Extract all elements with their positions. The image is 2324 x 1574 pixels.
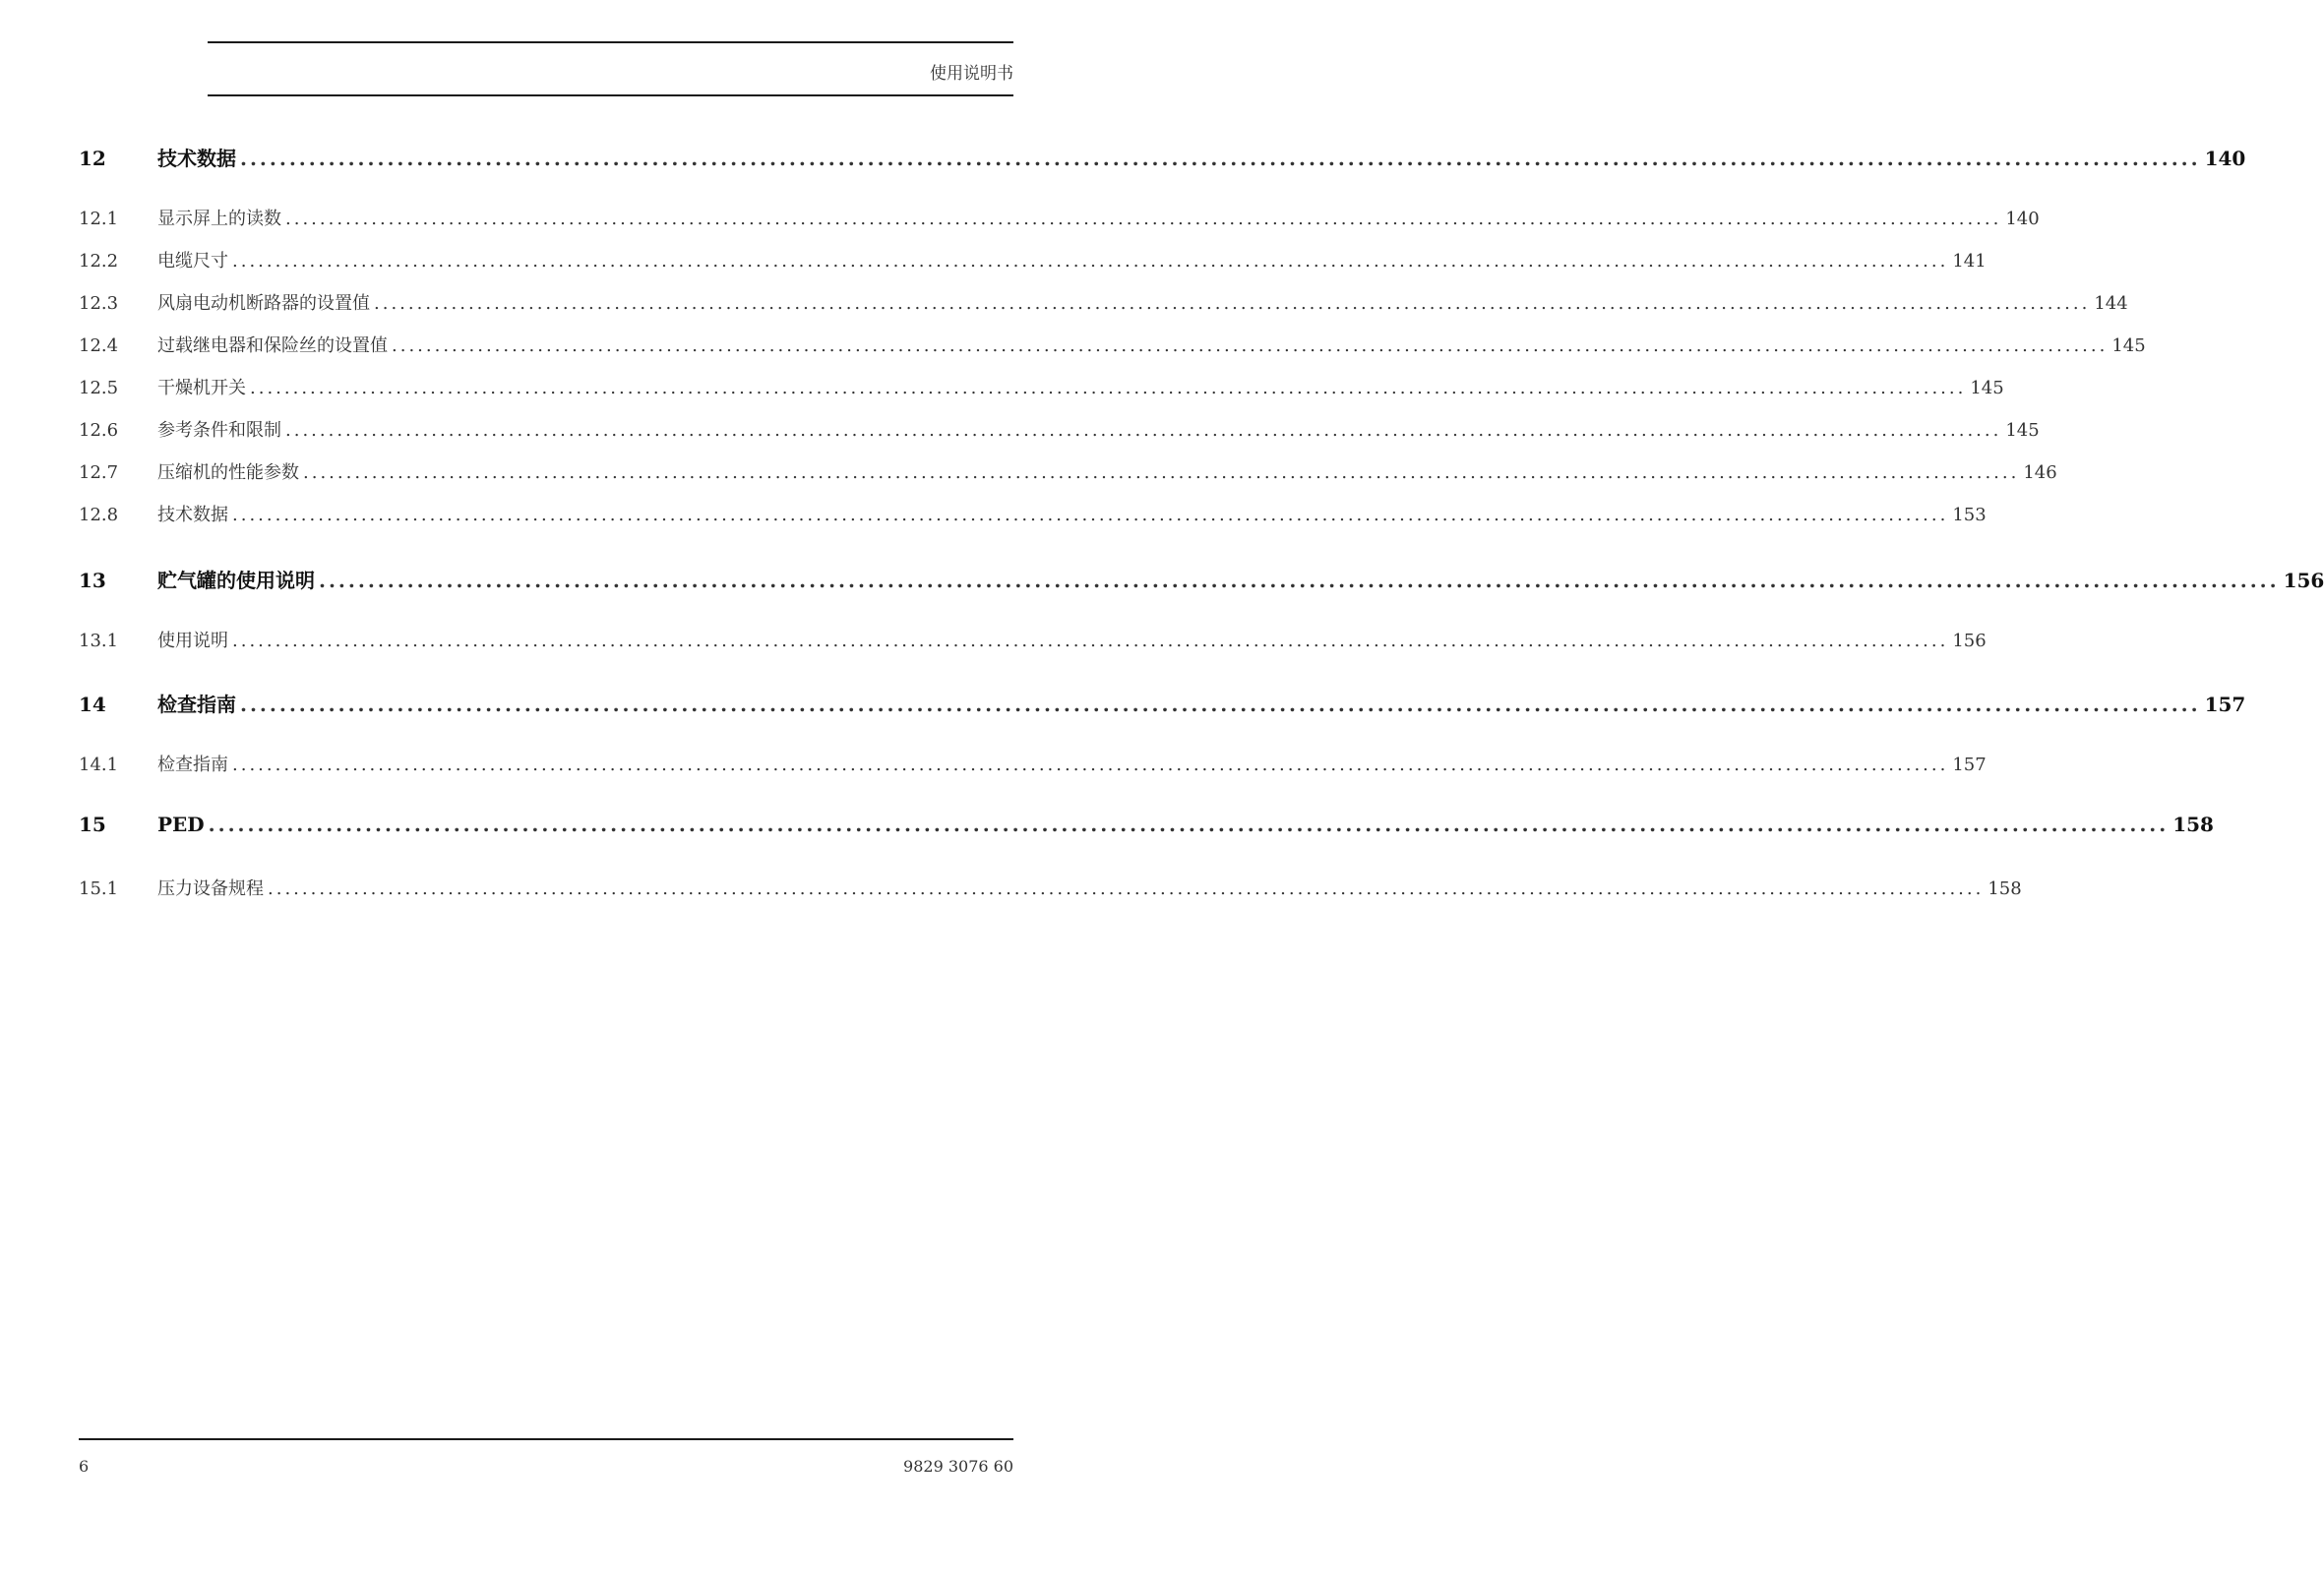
header-top-rule [208, 41, 1013, 43]
toc-entry-number: 12.8 [79, 505, 119, 525]
toc-entry-page: 158 [2172, 813, 2214, 836]
toc-entry-number: 13 [79, 569, 106, 592]
toc-entry-title: 检查指南 [157, 755, 228, 775]
toc-leader-dots: ........................................................................................................................................................................................................ [250, 378, 1967, 398]
toc-entry-number: 12.3 [79, 293, 119, 314]
toc-entry-number: 12.1 [79, 209, 119, 229]
toc-entry-page: 146 [2023, 462, 2057, 483]
toc-entry[interactable] [79, 205, 2040, 236]
toc-leader-dots: ........................................................................................................................................................................................................ [232, 251, 1949, 272]
toc-entry[interactable] [79, 875, 2022, 906]
toc-leader-dots: ........................................................................................................................................................................................................ [240, 693, 2201, 716]
toc-entry[interactable] [79, 813, 2214, 844]
toc-entry-number: 12.5 [79, 378, 119, 398]
header-bottom-rule [208, 94, 1013, 96]
toc-leader-dots: ........................................................................................................................................................................................................ [232, 505, 1949, 525]
toc-entry-page: 140 [2005, 209, 2040, 229]
toc-entry[interactable] [79, 289, 2128, 321]
toc-entry-title: 使用说明 [157, 631, 228, 651]
toc-entry[interactable] [79, 416, 2040, 448]
toc-entry[interactable] [79, 247, 1987, 278]
toc-entry-number: 15.1 [79, 878, 119, 899]
toc-entry-page: 156 [1952, 631, 1987, 651]
toc-entry-number: 14.1 [79, 755, 119, 775]
footer-page-number: 6 [79, 1457, 90, 1476]
toc-entry-title: 压力设备规程 [157, 878, 264, 899]
toc-entry-number: 14 [79, 693, 106, 716]
toc-entry-page: 140 [2204, 147, 2246, 170]
toc-entry-page: 145 [2005, 420, 2040, 441]
toc-entry-page: 153 [1952, 505, 1987, 525]
toc-entry[interactable] [79, 458, 2057, 490]
toc-entry-title: 风扇电动机断路器的设置值 [157, 293, 370, 314]
toc-entry-number: 12.4 [79, 335, 119, 356]
toc-leader-dots: ........................................................................................................................................................................................................ [319, 569, 2280, 592]
toc-entry[interactable] [79, 689, 2246, 720]
toc-entry-title: 显示屏上的读数 [157, 209, 281, 229]
toc-entry-title: 电缆尺寸 [157, 251, 228, 272]
toc-entry[interactable] [79, 501, 1987, 532]
toc-entry[interactable] [79, 374, 2004, 405]
toc-entry-number: 12.6 [79, 420, 119, 441]
toc-entry-page: 144 [2094, 293, 2128, 314]
toc-leader-dots: ........................................................................................................................................................................................................ [208, 813, 2170, 836]
toc-entry-title: 干燥机开关 [157, 378, 246, 398]
toc-leader-dots: ........................................................................................................................................................................................................ [392, 335, 2109, 356]
toc-entry-number: 12.7 [79, 462, 119, 483]
toc-entry-title: 技术数据 [157, 147, 236, 170]
toc-leader-dots: ........................................................................................................................................................................................................ [232, 631, 1949, 651]
toc-leader-dots: ........................................................................................................................................................................................................ [268, 878, 1985, 899]
toc-entry[interactable] [79, 751, 1987, 782]
toc-leader-dots: ........................................................................................................................................................................................................ [303, 462, 2020, 483]
toc-entry-title: 检查指南 [157, 693, 236, 716]
toc-leader-dots: ........................................................................................................................................................................................................ [240, 147, 2201, 170]
toc-entry-title: 过载继电器和保险丝的设置值 [157, 335, 388, 356]
toc-entry-page: 156 [2283, 569, 2324, 592]
toc-leader-dots: ........................................................................................................................................................................................................ [232, 755, 1949, 775]
toc-leader-dots: ........................................................................................................................................................................................................ [285, 420, 2002, 441]
toc-entry-page: 157 [2204, 693, 2246, 716]
toc-entry-number: 15 [79, 813, 106, 836]
toc-entry-title: 参考条件和限制 [157, 420, 281, 441]
toc-entry-page: 158 [1988, 878, 2022, 899]
toc-entry-number: 13.1 [79, 631, 119, 651]
toc-entry-page: 157 [1952, 755, 1987, 775]
header-title: 使用说明书 [930, 64, 1013, 84]
toc-entry-title: 贮气罐的使用说明 [157, 569, 315, 592]
toc-entry-title: 压缩机的性能参数 [157, 462, 299, 483]
toc-entry-page: 141 [1952, 251, 1987, 272]
toc-entry[interactable] [79, 627, 1987, 658]
toc-entry-title: PED [157, 813, 205, 836]
toc-entry-page: 145 [2111, 335, 2146, 356]
toc-entry[interactable] [79, 332, 2146, 363]
toc-leader-dots: ........................................................................................................................................................................................................ [285, 209, 2002, 229]
toc-entry[interactable] [79, 143, 2246, 174]
toc-entry-number: 12 [79, 147, 106, 170]
footer-doc-number: 9829 3076 60 [903, 1457, 1013, 1476]
toc-entry[interactable] [79, 565, 2324, 596]
toc-leader-dots: ........................................................................................................................................................................................................ [374, 293, 2091, 314]
toc-entry-title: 技术数据 [157, 505, 228, 525]
toc-entry-page: 145 [1970, 378, 2004, 398]
footer-rule [79, 1438, 1013, 1440]
toc-entry-number: 12.2 [79, 251, 119, 272]
